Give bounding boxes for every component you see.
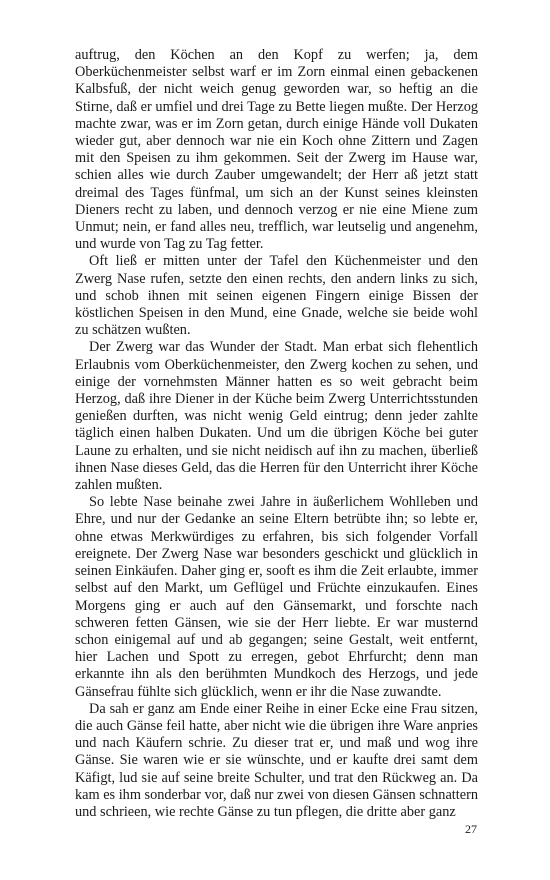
body-text [75, 47, 478, 821]
paragraph-1: auftrug, den Köchen an den Kopf zu werfen; ja, dem Oberküchenmeister selbst warf er im Zorn einmal einen gebackenen Kalbsfuß, der nicht weich genug geworden war, so heftig an die Stirne, daß er umfiel und drei Tage zu Bette liegen mußte. Der Herzog machte zwar, was er im Zorn getan, durch einige Hände voll Dukaten wieder gut, aber dennoch war nie ein Koch ohne Zittern und Zagen mit den Speisen zu ihm gekommen. Seit der Zwerg im Hause war, schien alles wie durch Zauber umgewandelt; der Herr aß jetzt statt dreimal des Tages fünfmal, um sich an der Kunst seines kleinsten Dieners recht zu laben, und dennoch verzog er nie eine Miene zum Unmut; nein, er fand alles neu, trefflich, war leutselig und angenehm, und wurde von Tag zu Tag fetter. [75, 47, 478, 253]
paragraph-2: Oft ließ er mitten unter der Tafel den Küchenmeister und den Zwerg Nase rufen, setzte den einen rechts, den andern links zu sich, und schob ihnen mit seinen eigenen Fingern einige Bissen der köstlichen Speisen in den Mund, eine Gnade, welche sie beide wohl zu schätzen wußten. [75, 253, 478, 339]
page-number: 27 [465, 822, 477, 836]
paragraph-5: Da sah er ganz am Ende einer Reihe in einer Ecke eine Frau sitzen, die auch Gänse feil hatte, aber nicht wie die übrigen ihre Ware anpries und nach Käufern schrie. Zu dieser trat er, und maß und wog ihre Gänse. Sie waren wie er sie wünschte, und er kaufte drei samt dem Käfigt, lud sie auf seine breite Schulter, und trat den Rückweg an. Da kam es ihm sonderbar vor, daß nur zwei von diesen Gänsen schnattern und schrieen, wie rechte Gänse zu tun pflegen, die dritte aber ganz [75, 700, 478, 820]
paragraph-4: So lebte Nase beinahe zwei Jahre in äußerlichem Wohlleben und Ehre, und nur der Gedanke an seine Eltern betrübte ihn; so lebte er, ohne etwas Merkwürdiges zu erfahren, bis sich folgender Vorfall ereignete. Der Zwerg Nase war besonders geschickt und glücklich in seinen Einkäufen. Daher ging er, sooft es ihm die Zeit erlaubte, immer selbst auf den Markt, um Geflügel und Früchte einzukaufen. Eines Morgens ging er auch auf den Gänsemarkt, und forschte nach schweren fetten Gänsen, wie sie der Herr liebte. Er war musternd schon einigemal auf und ab gegangen; seine Gestalt, weit entfernt, hier Lachen und Spott zu erregen, gebot Ehrfurcht; denn man erkannte ihn als den berühmten Mundkoch des Herzogs, und jede Gänsefrau fühlte sich glücklich, wenn er ihr die Nase zuwandte. [75, 494, 478, 700]
paragraph-3: Der Zwerg war das Wunder der Stadt. Man erbat sich flehentlich Erlaubnis vom Oberküchenmeister, den Zwerg kochen zu sehen, und einige der vornehmsten Männer hatten es so weit gebracht beim Herzog, daß ihre Diener in der Küche beim Zwerg Unterrichtsstunden genießen durften, was nicht wenig Geld eintrug; denn jeder zahlte täglich einen halben Dukaten. Und um die übrigen Köche bei guter Laune zu erhalten, und sie nicht neidisch auf ihn zu machen, überließ ihnen Nase dieses Geld, das die Herren für den Unterricht ihrer Köche zahlen mußten. [75, 339, 478, 494]
